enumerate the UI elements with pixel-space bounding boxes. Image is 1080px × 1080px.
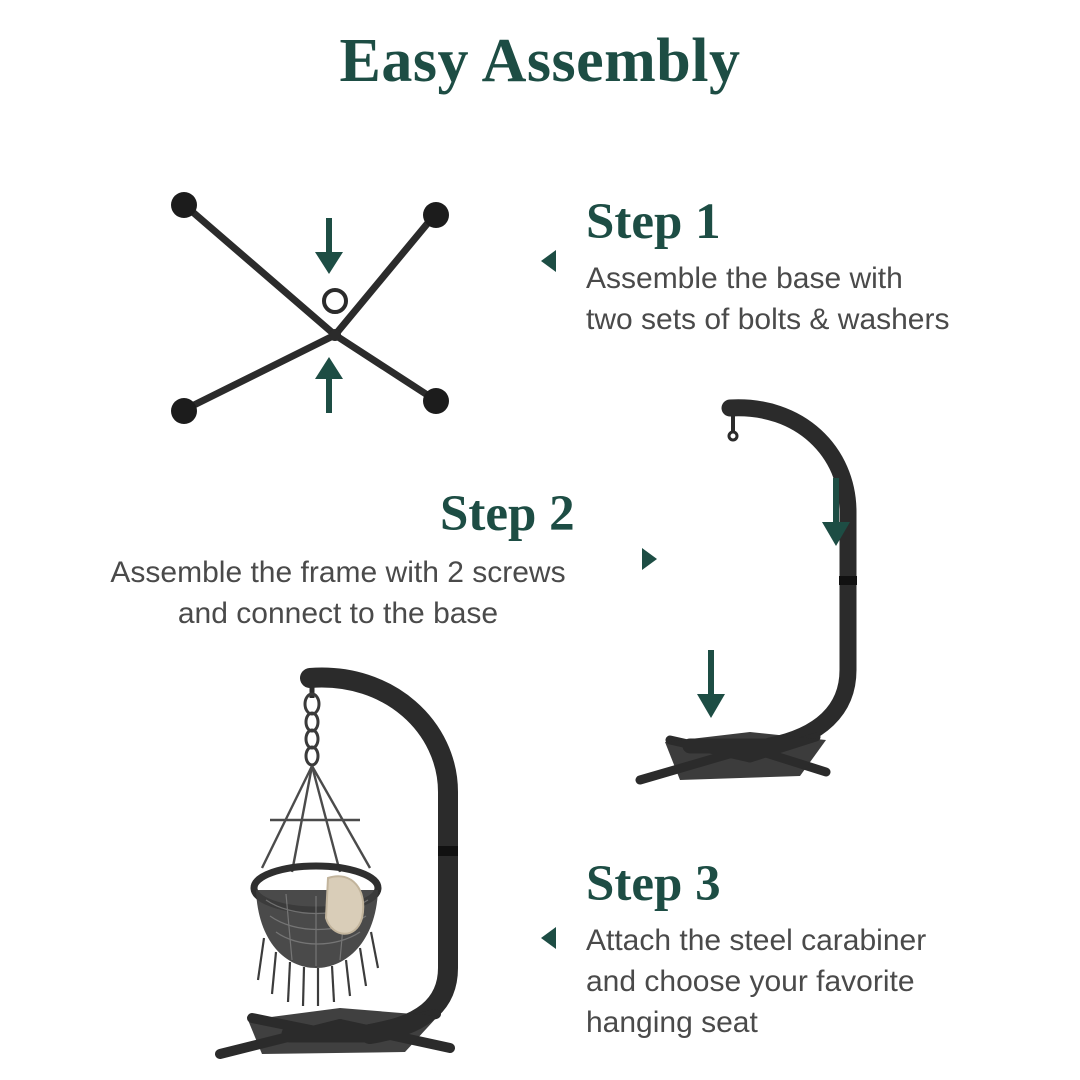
arrow-down-icon <box>315 218 343 274</box>
step-3-heading: Step 3 <box>586 856 721 912</box>
page-title: Easy Assembly <box>339 27 741 95</box>
step-2-heading: Step 2 <box>440 486 575 542</box>
step-1-pointer-icon <box>541 250 556 272</box>
cross-base-diagram <box>140 160 480 440</box>
step-3-body-line-1: Attach the steel carabiner <box>586 924 927 957</box>
step-3-pointer-icon <box>541 927 556 949</box>
arrow-down-icon <box>697 650 725 718</box>
step-1-heading: Step 1 <box>586 194 721 250</box>
arrow-up-icon <box>315 357 343 413</box>
step-1-body-line-2: two sets of bolts & washers <box>586 303 950 336</box>
step-3-body <box>586 920 926 1043</box>
step-2-body <box>45 552 631 634</box>
step-3-body-line-2: and choose your favorite <box>586 965 915 998</box>
step-1-body <box>586 258 950 340</box>
c-stand-frame-diagram <box>630 380 880 800</box>
step-2-body-line-2: and connect to the base <box>177 597 499 630</box>
step-3-body-line-3: hanging seat <box>586 1006 758 1039</box>
step-2-body-line-1: Assemble the frame with 2 screws <box>110 556 566 589</box>
chain-icon <box>305 694 319 765</box>
hanging-macrame-chair-diagram <box>200 650 510 1060</box>
step-1-body-line-1: Assemble the base with <box>586 262 903 295</box>
